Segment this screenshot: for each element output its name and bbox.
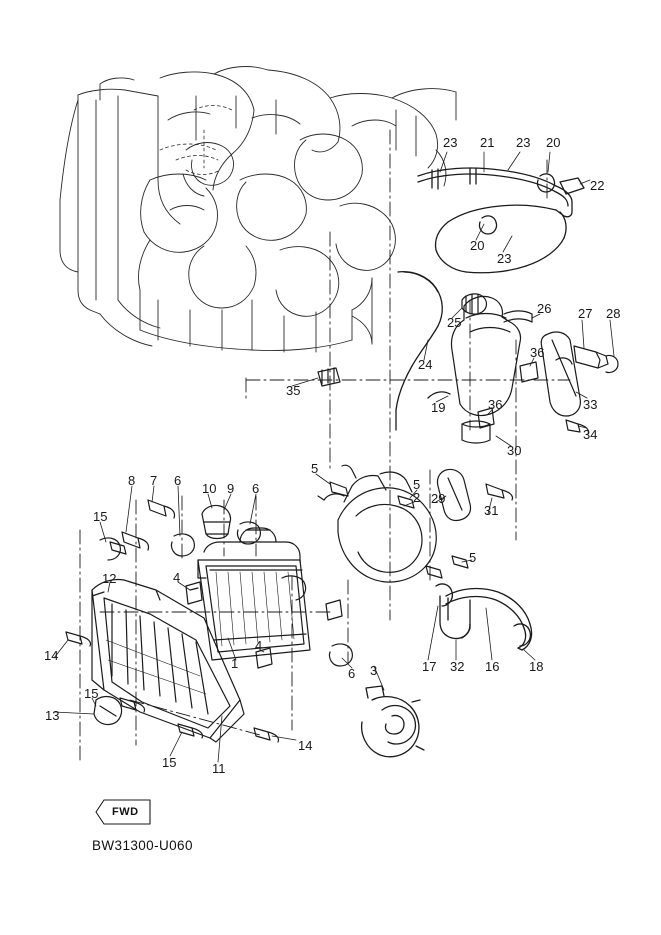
callout-22: 22: [590, 178, 605, 193]
callout-15b: 15: [84, 686, 99, 701]
callout-5c: 5: [469, 550, 477, 565]
callout-6a: 6: [174, 473, 182, 488]
callout-5b: 5: [413, 477, 421, 492]
callout-23c: 23: [497, 251, 512, 266]
callout-19: 19: [431, 400, 446, 415]
callout-31: 31: [484, 503, 499, 518]
callout-6c: 6: [348, 666, 356, 681]
callout-36a: 36: [530, 345, 545, 360]
fwd-direction-label: FWD: [112, 806, 139, 818]
callout-16: 16: [485, 659, 500, 674]
callout-6b: 6: [252, 481, 260, 496]
callout-36b: 36: [488, 397, 503, 412]
callout-23b: 23: [516, 135, 531, 150]
callout-9: 9: [227, 481, 235, 496]
callout-1: 1: [231, 656, 239, 671]
callout-2: 2: [413, 490, 421, 505]
callout-27: 27: [578, 306, 593, 321]
callout-24: 24: [418, 357, 433, 372]
callout-25: 25: [447, 315, 462, 330]
callout-20b: 20: [470, 238, 485, 253]
callout-14b: 14: [298, 738, 313, 753]
callout-32: 32: [450, 659, 465, 674]
callout-5a: 5: [311, 461, 319, 476]
callout-15c: 15: [162, 755, 177, 770]
callout-17: 17: [422, 659, 437, 674]
callout-13: 13: [45, 708, 60, 723]
callout-29: 29: [431, 491, 446, 506]
callout-18: 18: [529, 659, 544, 674]
callout-28: 28: [606, 306, 621, 321]
callout-15a: 15: [93, 509, 108, 524]
diagram-code-label: BW31300-U060: [92, 838, 193, 853]
callout-21: 21: [480, 135, 495, 150]
callout-14a: 14: [44, 648, 59, 663]
callout-26: 26: [537, 301, 552, 316]
callout-10: 10: [202, 481, 217, 496]
callout-7: 7: [150, 473, 158, 488]
callout-20: 20: [546, 135, 561, 150]
callout-30: 30: [507, 443, 522, 458]
callout-12: 12: [102, 571, 117, 586]
callout-33: 33: [583, 397, 598, 412]
callout-4b: 4: [255, 638, 263, 653]
callout-4a: 4: [173, 570, 181, 585]
callout-23: 23: [443, 135, 458, 150]
callout-3: 3: [370, 663, 378, 678]
callout-35: 35: [286, 383, 301, 398]
callout-11: 11: [212, 761, 226, 776]
callout-8: 8: [128, 473, 136, 488]
callout-34: 34: [583, 427, 598, 442]
